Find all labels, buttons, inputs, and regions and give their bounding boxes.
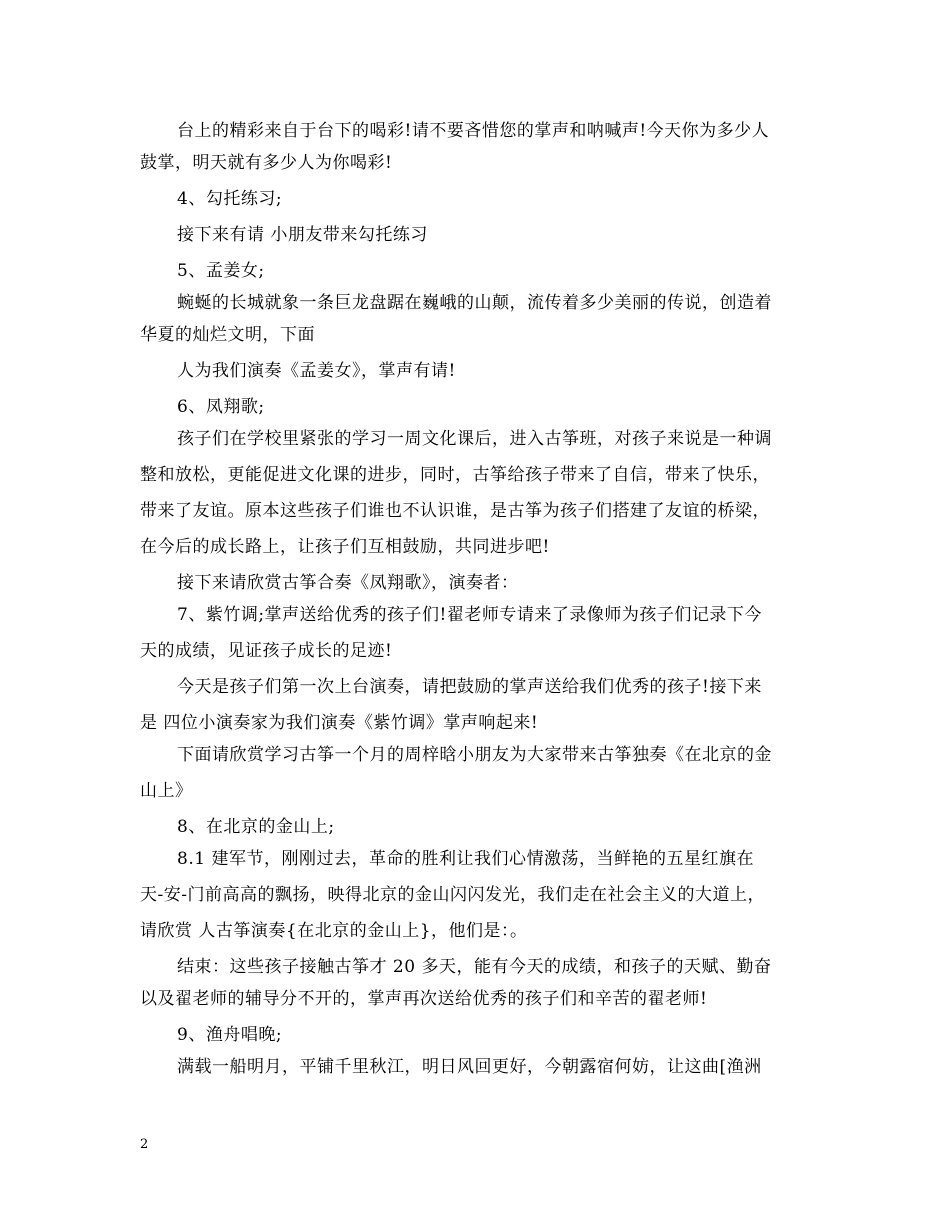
text-line: 接下来请欣赏古筝合奏《凤翔歌》，演奏者： <box>177 573 519 593</box>
text-line: 带来了友谊。原本这些孩子们谁也不认识谁，是古筝为孩子们搭建了友谊的桥梁， <box>140 501 770 521</box>
text-line: 台上的精彩来自于台下的喝彩!请不要吝惜您的掌声和呐喊声!今天你为多少人 <box>177 121 770 141</box>
text-line: 8.1 建军节，刚刚过去，革命的胜利让我们心情激荡，当鲜艳的五星红旗在 <box>177 849 754 869</box>
text-line: 6、凤翔歌; <box>177 397 265 417</box>
text-line: 9、渔舟唱晚; <box>177 1025 283 1045</box>
text-line: 结束：这些孩子接触古筝才 20 多天，能有今天的成绩，和孩子的天赋、勤奋 <box>177 957 772 977</box>
text-line: 山上》 <box>140 781 193 801</box>
text-line: 人为我们演奏《孟姜女》，掌声有请! <box>177 361 456 381</box>
text-line: 孩子们在学校里紧张的学习一周文化课后，进入古筝班，对孩子来说是一种调 <box>177 429 772 449</box>
text-line: 请欣赏 人古筝演奏{在北京的金山上}，他们是：。 <box>140 921 528 941</box>
text-line: 整和放松，更能促进文化课的进步，同时，古筝给孩子带来了自信，带来了快乐， <box>140 465 770 485</box>
text-line: 华夏的灿烂文明，下面 <box>140 325 315 345</box>
text-line: 下面请欣赏学习古筝一个月的周梓晗小朋友为大家带来古筝独奏《在北京的金 <box>177 745 772 765</box>
text-line: 天-安-门前高高的飘扬，映得北京的金山闪闪发光，我们走在社会主义的大道上， <box>140 885 765 905</box>
text-line: 8、在北京的金山上; <box>177 817 335 837</box>
text-line: 蜿蜒的长城就象一条巨龙盘踞在巍峨的山颠，流传着多少美丽的传说，创造着 <box>177 293 772 313</box>
page-number: 2 <box>140 1137 149 1152</box>
text-line: 满载一船明月，平铺千里秋江，明日风回更好，今朝露宿何妨，让这曲[渔洲 <box>177 1057 762 1077</box>
text-line: 是 四位小演奏家为我们演奏《紫竹调》掌声响起来! <box>140 713 539 733</box>
text-line: 今天是孩子们第一次上台演奏，请把鼓励的掌声送给我们优秀的孩子!接下来 <box>177 677 762 697</box>
text-line: 鼓掌，明天就有多少人为你喝彩! <box>140 153 393 173</box>
text-line: 4、勾托练习; <box>177 189 283 209</box>
text-line: 7、紫竹调;掌声送给优秀的孩子们!翟老师专请来了录像师为孩子们记录下今 <box>177 605 762 625</box>
text-line: 5、孟姜女; <box>177 261 265 281</box>
text-line: 接下来有请 小朋友带来勾托练习 <box>177 225 428 245</box>
text-line: 天的成绩，见证孩子成长的足迹! <box>140 641 393 661</box>
text-line: 在今后的成长路上，让孩子们互相鼓励，共同进步吧! <box>140 537 550 557</box>
text-line: 以及翟老师的辅导分不开的，掌声再次送给优秀的孩子们和辛苦的翟老师! <box>140 989 708 1009</box>
